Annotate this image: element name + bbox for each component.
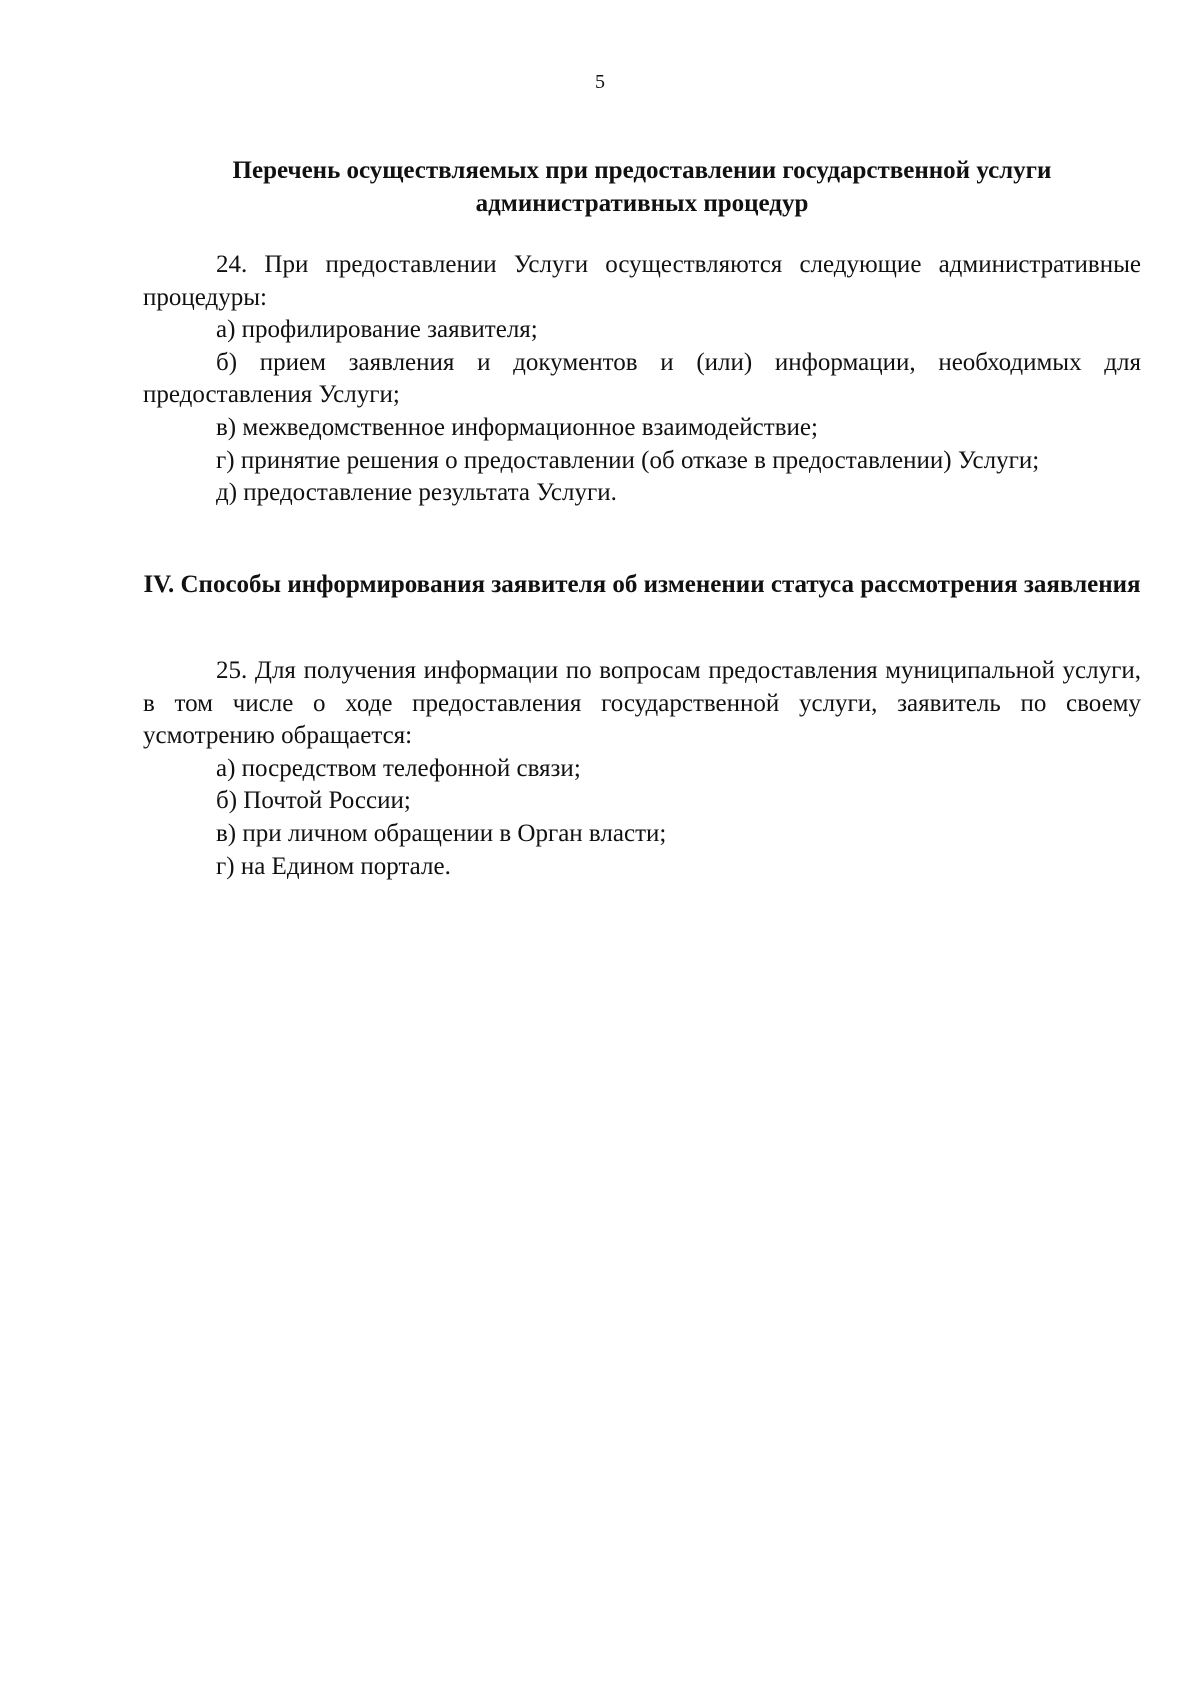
page-number: 5 [595, 71, 605, 93]
list-item: б) Почтой России; [216, 787, 411, 815]
list-item: д) предоставление результата Услуги. [216, 479, 617, 507]
section-body-status-notification [143, 655, 1141, 883]
section-body-administrative-procedures [143, 249, 1141, 510]
paragraph-25: 25. Для получения информации по вопросам предоставления муниципальной услуги, в том числе о ходе предоставления государственной услуги, заявитель по своему усмотрению обращается: [143, 657, 1141, 750]
list-item: в) межведомственное информационное взаимодействие; [216, 413, 818, 441]
list-item: а) посредством телефонной связи; [216, 754, 581, 782]
paragraph-24: 24. При предоставлении Услуги осуществляются следующие административные процедуры: [143, 251, 1141, 311]
section-heading-administrative-procedures: Перечень осуществляемых при предоставлении государственной услуги административных процедур [232, 157, 1052, 217]
list-item: г) принятие решения о предоставлении (об отказе в предоставлении) Услуги; [216, 446, 1040, 474]
list-item: в) при личном обращении в Орган власти; [216, 819, 667, 847]
list-item: б) прием заявления и документов и (или) информации, необходимых для предоставления Услуги; [143, 348, 1141, 409]
section-heading-status-notification: IV. Способы информирования заявителя об изменении статуса рассмотрения заявления [143, 571, 1141, 598]
list-item: г) на Едином портале. [216, 852, 451, 880]
list-item: а) профилирование заявителя; [216, 316, 538, 344]
